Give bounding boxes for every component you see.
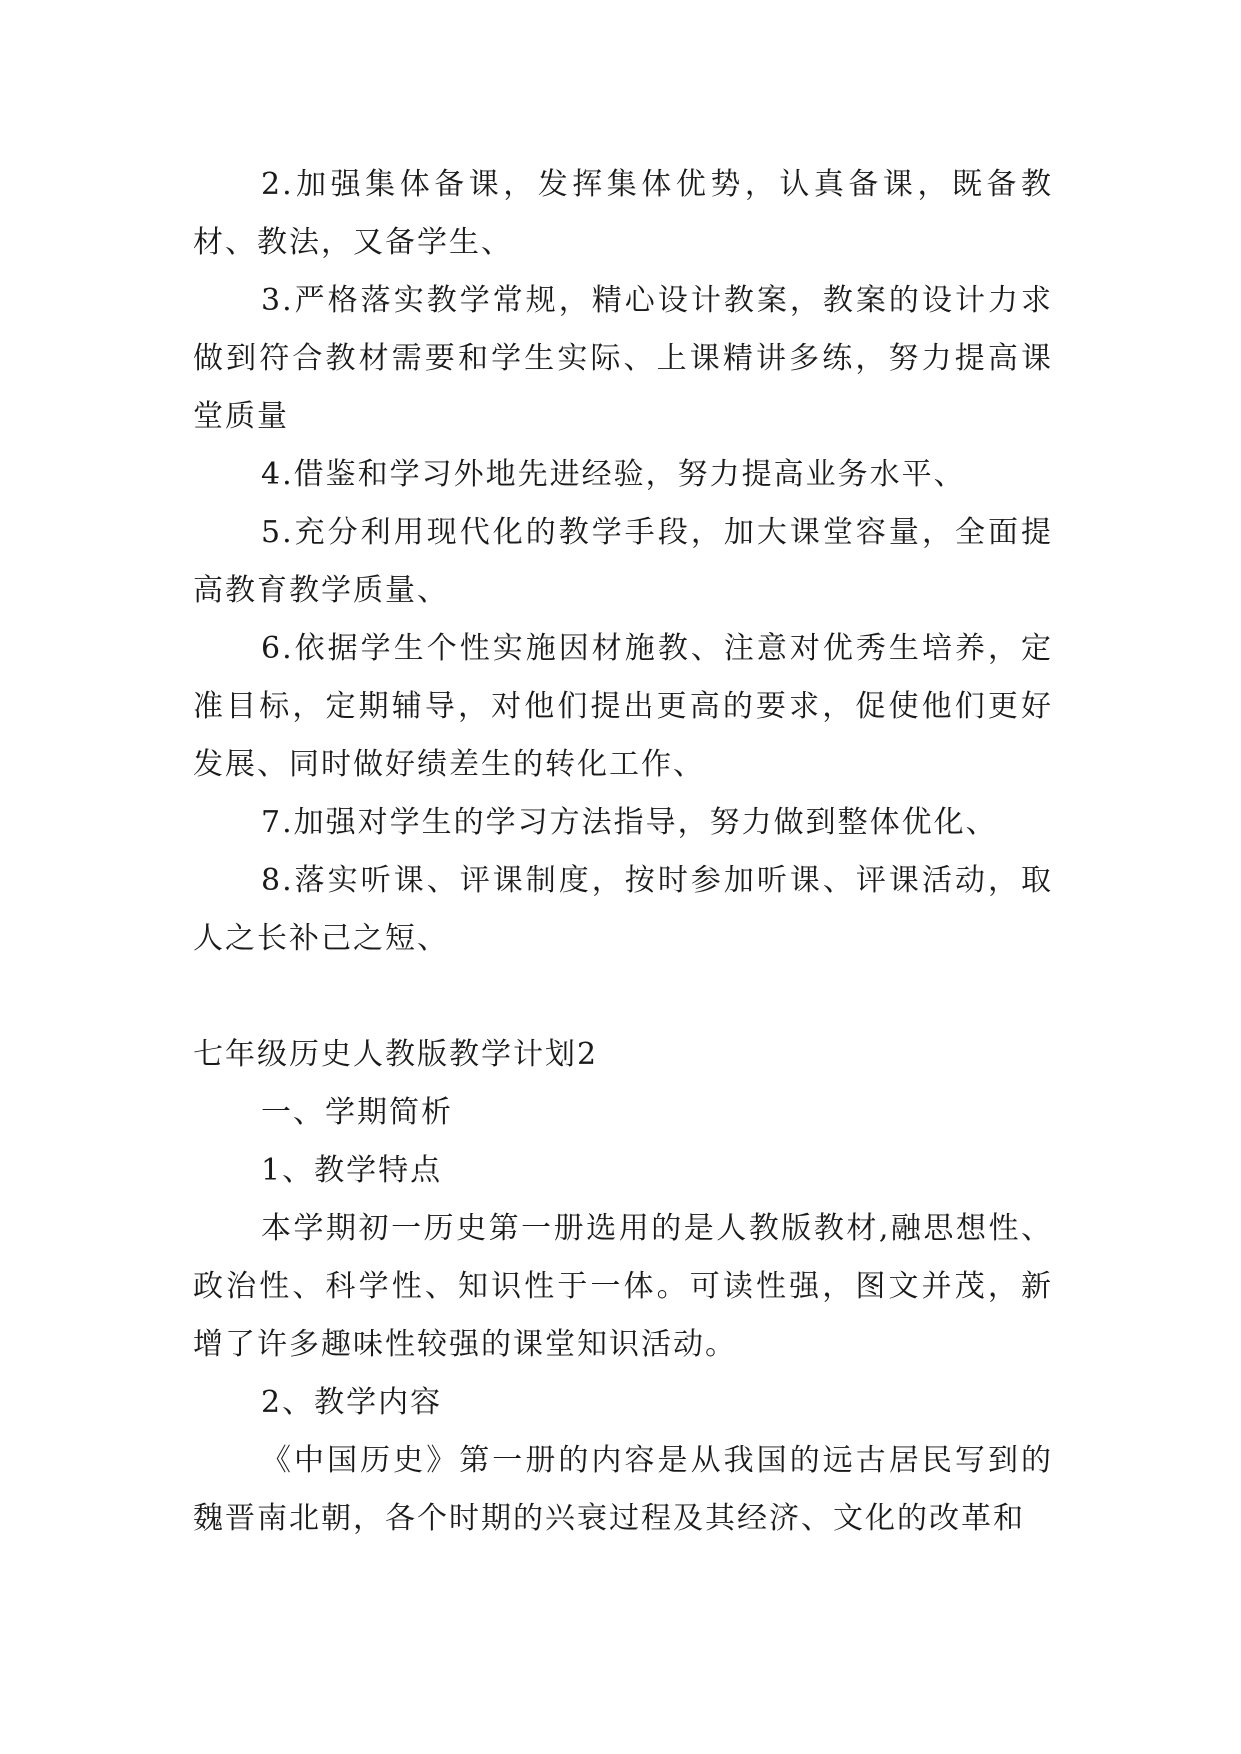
subheading-teaching-content: 2、教学内容 xyxy=(261,1385,443,1420)
list-item-7: 7.加强对学生的学习方法指导，努力做到整体优化、 xyxy=(261,805,998,840)
document-page xyxy=(193,156,1053,1548)
list-item-6: 6.依据学生个性实施因材施教、注意对优秀生培养，定准目标，定期辅导，对他们提出更高的要求，促使他们更好发展、同时做好绩差生的转化工作、 xyxy=(193,631,1053,782)
subheading-teaching-features: 1、教学特点 xyxy=(261,1153,443,1188)
list-item-4: 4.借鉴和学习外地先进经验，努力提高业务水平、 xyxy=(261,457,966,492)
paragraph-teaching-content: 《中国历史》第一册的内容是从我国的远古居民写到的魏晋南北朝，各个时期的兴衰过程及其经济、文化的改革和 xyxy=(193,1443,1053,1536)
list-item-5: 5.充分利用现代化的教学手段，加大课堂容量，全面提高教育教学质量、 xyxy=(193,515,1053,608)
list-item-8: 8.落实听课、评课制度，按时参加听课、评课活动，取人之长补己之短、 xyxy=(193,863,1053,956)
list-item-3: 3.严格落实教学常规，精心设计教案，教案的设计力求做到符合教材需要和学生实际、上课精讲多练，努力提高课堂质量 xyxy=(193,283,1053,434)
section-title: 七年级历史人教版教学计划2 xyxy=(193,1037,599,1072)
list-item-2: 2.加强集体备课，发挥集体优势，认真备课，既备教材、教法，又备学生、 xyxy=(193,167,1053,260)
paragraph-teaching-features: 本学期初一历史第一册选用的是人教版教材,融思想性、政治性、科学性、知识性于一体。可读性强，图文并茂，新增了许多趣味性较强的课堂知识活动。 xyxy=(193,1211,1053,1362)
heading-semester-analysis: 一、学期简析 xyxy=(261,1095,453,1130)
